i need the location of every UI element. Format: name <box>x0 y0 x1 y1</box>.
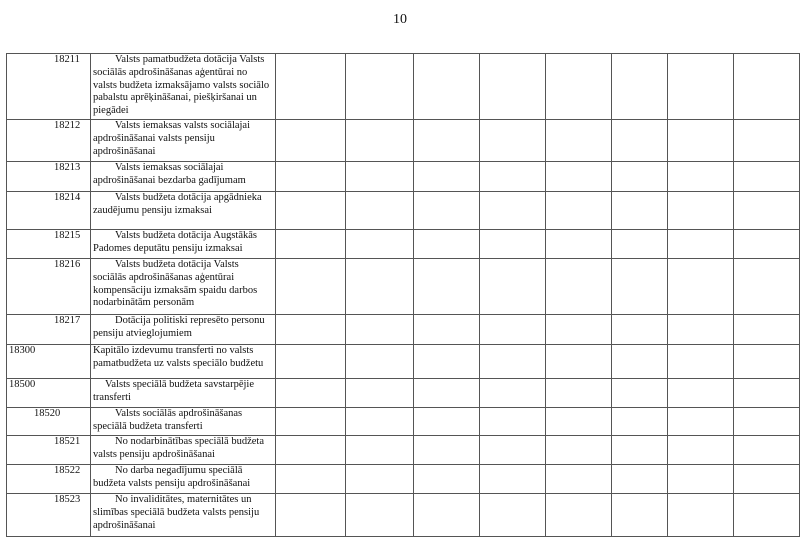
budget-item-name: Dotācija politiski represēto personu pensiju atvieglojumiem <box>93 315 265 339</box>
value-cell <box>668 494 734 537</box>
table-row <box>7 494 800 537</box>
value-cell <box>612 259 668 315</box>
value-cell <box>612 54 668 120</box>
value-cell <box>546 494 612 537</box>
value-cell <box>546 315 612 345</box>
budget-item-name: Valsts sociālās apdrošināšanas speciālā budžeta transferti <box>93 408 243 432</box>
value-cell <box>668 408 734 436</box>
budget-code-cell: 18300 <box>7 345 91 379</box>
budget-item-name-cell <box>91 162 276 192</box>
value-cell <box>612 315 668 345</box>
value-cell <box>346 465 414 494</box>
budget-table <box>6 53 800 537</box>
value-cell <box>612 230 668 259</box>
value-cell <box>546 436 612 465</box>
budget-code-cell: 18213 <box>7 162 91 192</box>
value-cell <box>480 120 546 162</box>
table-row <box>7 192 800 230</box>
value-cell <box>612 436 668 465</box>
value-cell <box>276 465 346 494</box>
budget-item-name-cell <box>91 120 276 162</box>
value-cell <box>346 408 414 436</box>
value-cell <box>276 315 346 345</box>
value-cell <box>414 162 480 192</box>
table-row <box>7 436 800 465</box>
value-cell <box>546 408 612 436</box>
table-row <box>7 230 800 259</box>
budget-code-cell: 18215 <box>7 230 91 259</box>
budget-item-name-cell <box>91 54 276 120</box>
value-cell <box>668 465 734 494</box>
table-row <box>7 54 800 120</box>
value-cell <box>546 379 612 408</box>
value-cell <box>414 120 480 162</box>
value-cell <box>668 162 734 192</box>
value-cell <box>414 345 480 379</box>
budget-code-cell: 18500 <box>7 379 91 408</box>
value-cell <box>276 379 346 408</box>
value-cell <box>668 120 734 162</box>
table-row <box>7 120 800 162</box>
value-cell <box>734 436 800 465</box>
value-cell <box>668 192 734 230</box>
value-cell <box>414 192 480 230</box>
value-cell <box>480 379 546 408</box>
value-cell <box>668 345 734 379</box>
budget-item-name: Valsts iemaksas sociālajai apdrošināšanai bezdarba gadījumam <box>93 162 246 186</box>
budget-item-name-cell <box>91 230 276 259</box>
value-cell <box>734 259 800 315</box>
value-cell <box>612 465 668 494</box>
budget-code-cell: 18520 <box>7 408 91 436</box>
value-cell <box>414 465 480 494</box>
value-cell <box>546 230 612 259</box>
budget-code-cell: 18216 <box>7 259 91 315</box>
value-cell <box>346 230 414 259</box>
table-row <box>7 315 800 345</box>
value-cell <box>414 408 480 436</box>
value-cell <box>414 315 480 345</box>
value-cell <box>480 54 546 120</box>
table-row <box>7 465 800 494</box>
value-cell <box>346 436 414 465</box>
value-cell <box>346 120 414 162</box>
value-cell <box>734 192 800 230</box>
page-number: 10 <box>393 12 407 27</box>
value-cell <box>734 54 800 120</box>
value-cell <box>480 408 546 436</box>
budget-code-cell: 18217 <box>7 315 91 345</box>
value-cell <box>734 120 800 162</box>
budget-code-cell: 18521 <box>7 436 91 465</box>
value-cell <box>414 259 480 315</box>
value-cell <box>276 120 346 162</box>
value-cell <box>346 379 414 408</box>
value-cell <box>276 494 346 537</box>
budget-item-name: Valsts budžeta dotācija Valsts sociālās apdrošināšanas aģentūrai kompensāciju izmaksām spaidu darbos nodarbinātām personām <box>93 259 258 309</box>
budget-item-name: Valsts speciālā budžeta savstarpējie transferti <box>93 379 254 403</box>
budget-code-cell: 18211 <box>7 54 91 120</box>
value-cell <box>546 192 612 230</box>
value-cell <box>546 162 612 192</box>
value-cell <box>480 230 546 259</box>
value-cell <box>734 408 800 436</box>
value-cell <box>276 345 346 379</box>
value-cell <box>612 345 668 379</box>
budget-item-name-cell <box>91 192 276 230</box>
budget-item-name-cell <box>91 345 276 379</box>
value-cell <box>546 259 612 315</box>
value-cell <box>414 436 480 465</box>
value-cell <box>346 345 414 379</box>
value-cell <box>480 162 546 192</box>
budget-item-name-cell <box>91 259 276 315</box>
value-cell <box>346 162 414 192</box>
budget-item-name-cell <box>91 315 276 345</box>
value-cell <box>276 54 346 120</box>
value-cell <box>668 230 734 259</box>
budget-item-name: Valsts budžeta dotācija apgādnieka zaudējumu pensiju izmaksai <box>93 192 262 216</box>
value-cell <box>414 230 480 259</box>
budget-item-name: Valsts iemaksas valsts sociālajai apdrošināšanai valsts pensiju apdrošināšanai <box>93 120 251 157</box>
value-cell <box>276 192 346 230</box>
budget-item-name-cell <box>91 465 276 494</box>
budget-code-cell: 18523 <box>7 494 91 537</box>
budget-item-name: No invaliditātes, maternitātes un slimības speciālā budžeta valsts pensiju apdrošināšanai <box>93 494 260 531</box>
value-cell <box>546 345 612 379</box>
value-cell <box>414 54 480 120</box>
value-cell <box>480 465 546 494</box>
value-cell <box>734 162 800 192</box>
value-cell <box>612 162 668 192</box>
budget-code-cell: 18212 <box>7 120 91 162</box>
value-cell <box>276 408 346 436</box>
budget-item-name: Valsts budžeta dotācija Augstākās Padomes deputātu pensiju izmaksai <box>93 230 258 254</box>
budget-item-name-cell <box>91 379 276 408</box>
value-cell <box>276 436 346 465</box>
value-cell <box>734 379 800 408</box>
value-cell <box>480 494 546 537</box>
table-row <box>7 259 800 315</box>
value-cell <box>346 192 414 230</box>
value-cell <box>546 54 612 120</box>
budget-item-name-cell <box>91 408 276 436</box>
value-cell <box>546 465 612 494</box>
value-cell <box>480 192 546 230</box>
value-cell <box>276 230 346 259</box>
value-cell <box>668 54 734 120</box>
value-cell <box>346 54 414 120</box>
table-row <box>7 162 800 192</box>
table-row <box>7 379 800 408</box>
value-cell <box>612 192 668 230</box>
value-cell <box>480 315 546 345</box>
value-cell <box>734 494 800 537</box>
table-row <box>7 345 800 379</box>
value-cell <box>668 315 734 345</box>
value-cell <box>480 436 546 465</box>
value-cell <box>414 379 480 408</box>
value-cell <box>734 465 800 494</box>
value-cell <box>734 315 800 345</box>
budget-item-name: No darba negadījumu speciālā budžeta valsts pensiju apdrošināšanai <box>93 465 251 489</box>
value-cell <box>346 259 414 315</box>
value-cell <box>612 408 668 436</box>
value-cell <box>346 315 414 345</box>
value-cell <box>546 120 612 162</box>
value-cell <box>414 494 480 537</box>
value-cell <box>734 230 800 259</box>
budget-item-name: Kapitālo izdevumu transferti no valsts pamatbudžeta uz valsts speciālo budžetu <box>93 345 264 369</box>
value-cell <box>480 345 546 379</box>
value-cell <box>480 259 546 315</box>
value-cell <box>612 379 668 408</box>
table-row <box>7 408 800 436</box>
value-cell <box>276 259 346 315</box>
value-cell <box>612 494 668 537</box>
value-cell <box>346 494 414 537</box>
budget-item-name: No nodarbinātības speciālā budžeta valsts pensiju apdrošināšanai <box>93 436 264 460</box>
value-cell <box>668 436 734 465</box>
budget-item-name-cell <box>91 436 276 465</box>
budget-item-name: Valsts pamatbudžeta dotācija Valsts sociālās apdrošināšanas aģentūrai no valsts budžeta izmaksājamo valsts sociālo pabalstu aprēķināšanai, piešķiršanai un piegādei <box>93 54 270 117</box>
value-cell <box>668 259 734 315</box>
value-cell <box>276 162 346 192</box>
budget-code-cell: 18522 <box>7 465 91 494</box>
value-cell <box>734 345 800 379</box>
budget-item-name-cell <box>91 494 276 537</box>
budget-code-cell: 18214 <box>7 192 91 230</box>
value-cell <box>612 120 668 162</box>
value-cell <box>668 379 734 408</box>
